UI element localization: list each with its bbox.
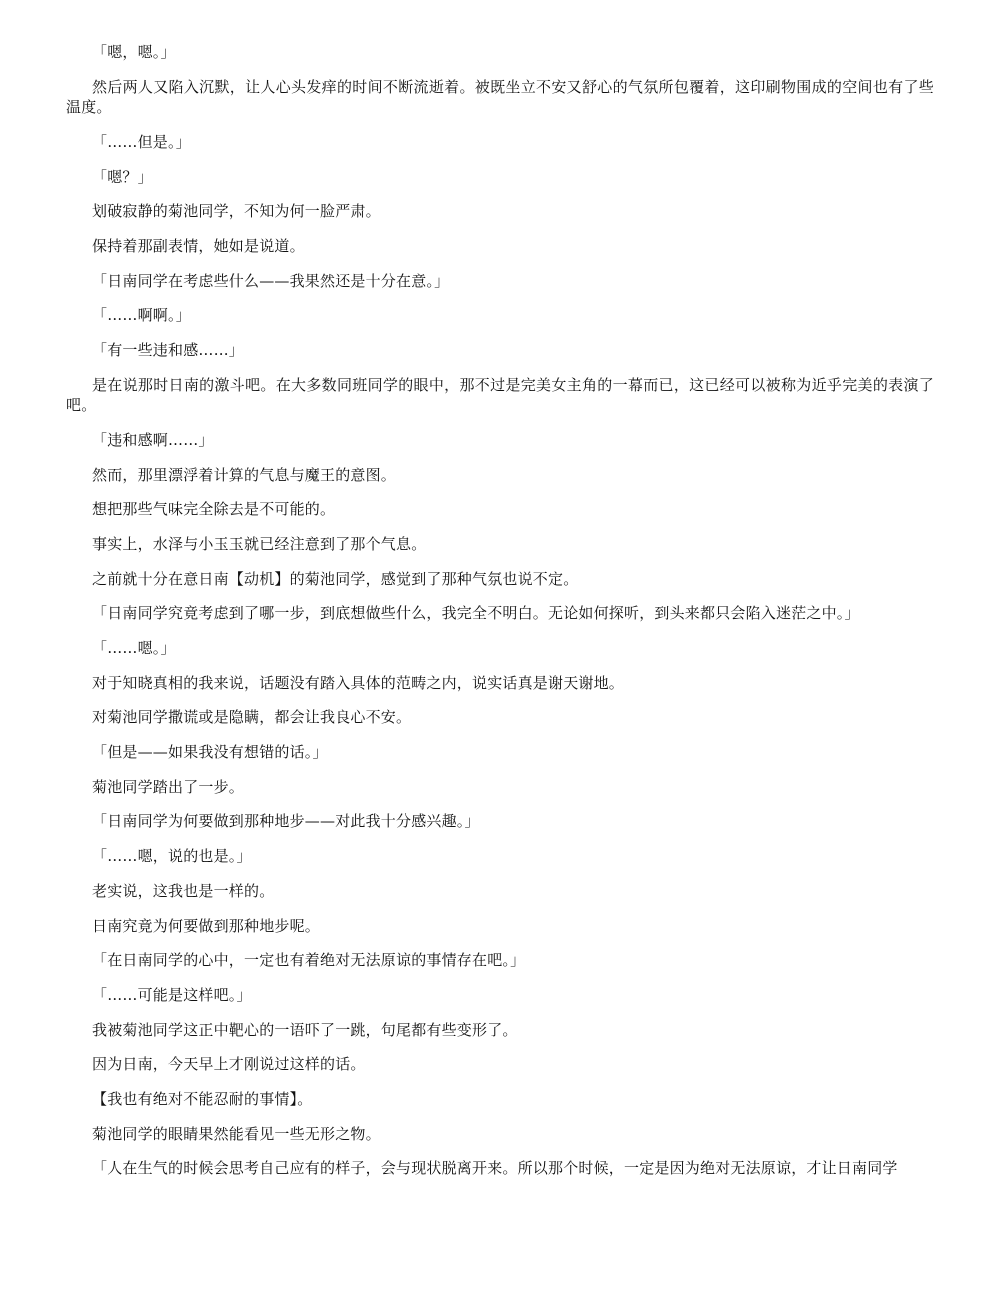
paragraph: 「……可能是这样吧。」 [92, 985, 252, 1004]
paragraph: 日南究竟为何要做到那种地步呢。 [92, 916, 321, 935]
paragraph: 「……嗯，说的也是。」 [92, 847, 252, 866]
paragraph: 老实说，这我也是一样的。 [92, 881, 275, 900]
paragraph: 【我也有绝对不能忍耐的事情】。 [92, 1089, 313, 1108]
paragraph: 「……但是。」 [92, 132, 191, 151]
paragraph: 「……嗯。」 [92, 639, 176, 657]
paragraph: 菊池同学的眼睛果然能看见一些无形之物。 [92, 1124, 381, 1143]
paragraph: 「在日南同学的心中，一定也有着绝对无法原谅的事情存在吧。」 [92, 951, 526, 970]
paragraph: 是在说那时日南的激斗吧。在大多数同班同学的眼中，那不过是完美女主角的一幕而已，这已经可以被称为近乎完美的表演了吧。 [66, 375, 934, 415]
paragraph: 「人在生气的时候会思考自己应有的样子，会与现状脱离开来。所以那个时候，一定是因为绝对无法原谅，才让日南同学 [92, 1159, 898, 1178]
paragraph: 菊池同学踏出了一步。 [92, 777, 245, 796]
paragraph: 然后两人又陷入沉默，让人心头发痒的时间不断流逝着。被既坐立不安又舒心的气氛所包覆着，这印刷物围成的空间也有了些温度。 [66, 77, 934, 117]
paragraph: 想把那些气味完全除去是不可能的。 [92, 500, 336, 519]
paragraph: 「……啊啊。」 [92, 306, 191, 325]
paragraph: 因为日南，今天早上才刚说过这样的话。 [92, 1055, 366, 1074]
paragraph: 「日南同学究竟考虑到了哪一步，到底想做些什么，我完全不明白。无论如何探听，到头来都只会陷入迷茫之中。」 [92, 604, 860, 623]
paragraph: 对菊池同学撒谎或是隐瞒，都会让我良心不安。 [92, 708, 412, 727]
paragraph: 「日南同学为何要做到那种地步——对此我十分感兴趣。」 [92, 812, 480, 831]
paragraph: 我被菊池同学这正中靶心的一语吓了一跳，句尾都有些变形了。 [92, 1020, 518, 1039]
paragraph: 然而，那里漂浮着计算的气息与魔王的意图。 [92, 465, 397, 484]
paragraph: 划破寂静的菊池同学，不知为何一脸严肃。 [92, 202, 381, 221]
paragraph: 保持着那副表情，她如是说道。 [92, 236, 305, 255]
paragraph: 对于知晓真相的我来说，话题没有踏入具体的范畴之内，说实话真是谢天谢地。 [92, 673, 625, 692]
paragraph: 「嗯？」 [92, 167, 153, 186]
paragraph: 「嗯，嗯。」 [92, 43, 176, 61]
paragraph: 「违和感啊……」 [92, 430, 214, 449]
paragraph: 「有一些违和感……」 [92, 341, 245, 359]
paragraph: 事实上，水泽与小玉玉就已经注意到了那个气息。 [92, 534, 427, 553]
paragraph: 「但是——如果我没有想错的话。」 [92, 743, 328, 762]
paragraph: 之前就十分在意日南【动机】的菊池同学，感觉到了那种气氛也说不定。 [92, 569, 579, 588]
paragraph: 「日南同学在考虑些什么——我果然还是十分在意。」 [92, 271, 450, 290]
